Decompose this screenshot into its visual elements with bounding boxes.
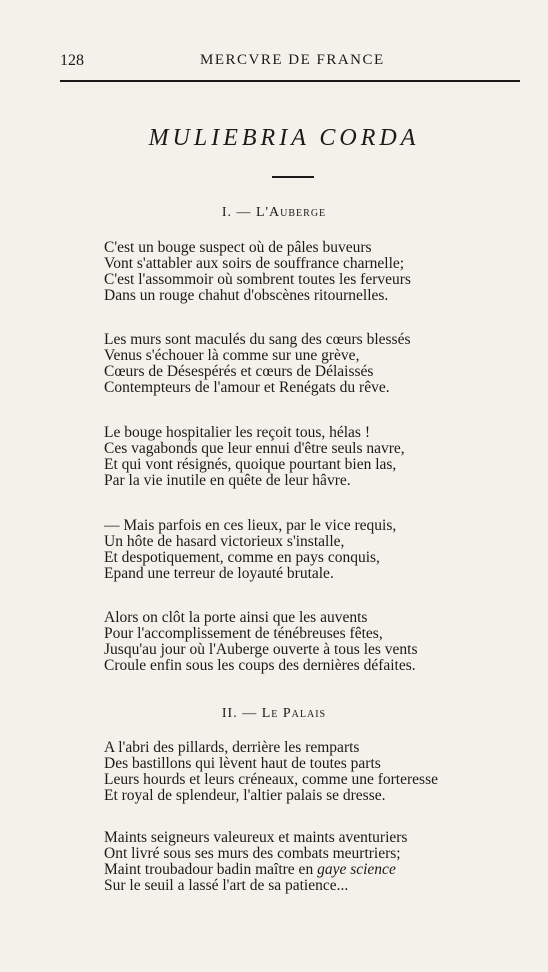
verse-line: Le bouge hospitalier les reçoit tous, hélas ! xyxy=(104,424,371,441)
section-name: Le Palais xyxy=(261,706,327,721)
verse-line: — Mais parfois en ces lieux, par le vice requis, xyxy=(104,517,397,534)
verse-line: Sur le seuil a lassé l'art de sa patience... xyxy=(104,877,349,894)
verse-line: Contempteurs de l'amour et Renégats du rêve. xyxy=(104,379,390,396)
verse-line xyxy=(104,862,524,878)
verse-line: Epand une terreur de loyauté brutale. xyxy=(104,565,334,582)
stanza xyxy=(104,830,524,894)
verse-line: C'est l'assommoir où sombrent toutes les ferveurs xyxy=(104,271,411,288)
verse-line: Et qui vont résignés, quoique pourtant bien las, xyxy=(104,456,397,473)
title-rule xyxy=(272,176,314,178)
verse-line: Jusqu'au jour où l'Auberge ouverte à tous les vents xyxy=(104,641,418,658)
verse-line: Croule enfin sous les coups des dernières défaites. xyxy=(104,657,416,674)
verse-line: Et despotiquement, comme en pays conquis, xyxy=(104,549,380,566)
stanza xyxy=(104,425,524,489)
verse-line: Maints seigneurs valeureux et maints aventuriers xyxy=(104,829,408,846)
stanza xyxy=(104,610,524,674)
verse-line: Alors on clôt la porte ainsi que les auvents xyxy=(104,609,368,626)
verse-line: Leurs hourds et leurs créneaux, comme une forteresse xyxy=(104,771,438,788)
page-number: 128 xyxy=(60,52,84,69)
running-title: MERCVRE DE FRANCE xyxy=(200,52,385,68)
poem-title: MULIEBRIA CORDA xyxy=(148,125,420,151)
verse-line: Vont s'attabler aux soirs de souffrance charnelle; xyxy=(104,255,405,272)
italic-phrase: gaye science xyxy=(317,861,396,878)
page-header xyxy=(60,52,520,74)
section-heading-palais xyxy=(0,706,548,722)
verse-line: A l'abri des pillards, derrière les remparts xyxy=(104,739,360,756)
verse-line: Dans un rouge chahut d'obscènes ritournelles. xyxy=(104,287,389,304)
section-number: I. — xyxy=(221,205,256,220)
verse-line: Ces vagabonds que leur ennui d'être seuls navre, xyxy=(104,440,405,457)
verse-text: Maint troubadour badin maître en xyxy=(104,861,318,878)
verse-line: Par la vie inutile en quête de leur hâvre. xyxy=(104,472,351,489)
verse-line: Et royal de splendeur, l'altier palais se dresse. xyxy=(104,787,386,804)
stanza xyxy=(104,332,524,396)
verse-line: Venus s'échouer là comme sur une grève, xyxy=(104,347,360,364)
section-number: II. — xyxy=(221,706,262,721)
verse-line: Cœurs de Désespérés et cœurs de Délaissés xyxy=(104,363,374,380)
stanza xyxy=(104,240,524,304)
verse-line: Ont livré sous ses murs des combats meurtriers; xyxy=(104,845,401,862)
verse-line: Pour l'accomplissement de ténébreuses fêtes, xyxy=(104,625,383,642)
section-name: L'Auberge xyxy=(255,205,327,220)
verse-line: Des bastillons qui lèvent haut de toutes parts xyxy=(104,755,381,772)
verse-line: C'est un bouge suspect où de pâles buveurs xyxy=(104,239,372,256)
header-rule xyxy=(60,80,520,82)
stanza xyxy=(104,740,524,804)
section-heading-auberge xyxy=(0,205,548,221)
verse-line: Les murs sont maculés du sang des cœurs blessés xyxy=(104,331,411,348)
stanza xyxy=(104,518,524,582)
verse-line: Un hôte de hasard victorieux s'installe, xyxy=(104,533,345,550)
